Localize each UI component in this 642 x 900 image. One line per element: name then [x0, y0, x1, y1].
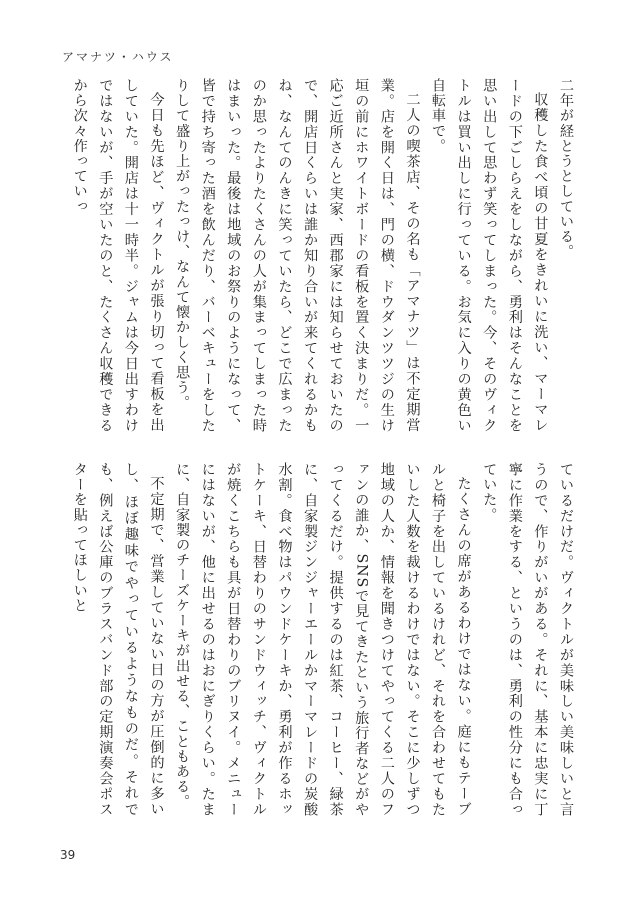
running-title: アマナツ・ハウス	[62, 50, 174, 64]
text-block-top	[71, 78, 578, 433]
paragraph: 二年が経とうとしている。	[558, 78, 574, 260]
paragraph: 今日も先ほど、ヴィクトルが張り切って看板を出していた。開店は十一時半。ジャムは今日出すわけではないが、手が空いたのと、たくさん収穫できるから次々作っていっ	[71, 78, 165, 433]
paragraph: 二人の喫茶店、その名も「アマナツ」は不定期営業。店を開く日は、門の横、ドウダンツツジの生け垣の前にホワイトボードの看板を置く決まりだ。一応ご近所さんと実家、西郡家には知らせておいたので、開店日くらいは誰か知り合いが来てくれるかもね、なんてのんきに笑っていたら、どこで広まったのか思ったよりたくさんの人が集まってしまった時はまいった。最後は地域のお祭りのようになって、皆で持ち寄った酒を飲んだり、バーベキューをしたりして盛り上がったっけ、なんて懐かしく思う。	[174, 78, 421, 433]
paragraph: 収穫した食べ頃の甘夏をきれいに洗い、マーマレードの下ごしらえをしながら、勇利はそんなことを思い出して思わず笑ってしまった。今、そのヴィクトルは買い出しに行っている。お気に入りの黄色い自転車で。	[430, 78, 549, 433]
paragraph: 不定期で、営業していない日の方が圧倒的に多いし、ほぼ趣味でやっているようなものだ。それでも、例えば公庫のブラスバンド部の定期演奏会ポスターを貼ってほしいと	[71, 462, 165, 817]
text-block-bottom	[71, 462, 578, 817]
page-number: 39	[60, 848, 76, 862]
paragraph: ているだけだ。ヴィクトルが美味しい美味しいと言うので、作りがいがある。それに、基本に忠実に丁寧に作業をする、というのは、勇利の性分にも合っていた。	[481, 462, 574, 817]
paragraph: たくさんの席があるわけではない。庭にもテーブルと椅子を出しているけれど、それを合わせてもたいした人数を裁けるわけではない。そこに少しずつ地域の人か、情報を聞きつけてやってくる二人のファンの誰か、SNSで見てきたという旅行者などがやってくるだけ。提供するのは紅茶、コーヒー、緑茶に、自家製ジンジャーエールかマーマレードの炭酸水割。食べ物はパウンドケーキか、勇利が作るホットケーキ、日替わりのサンドウィッチ、ヴィクトルが焼くこちらも具が日替わりのブリヌイ。メニューにはないが、他に出せるのはおにぎりくらい。たまに、自家製のチーズケーキが出せる、こともある。	[174, 462, 472, 817]
